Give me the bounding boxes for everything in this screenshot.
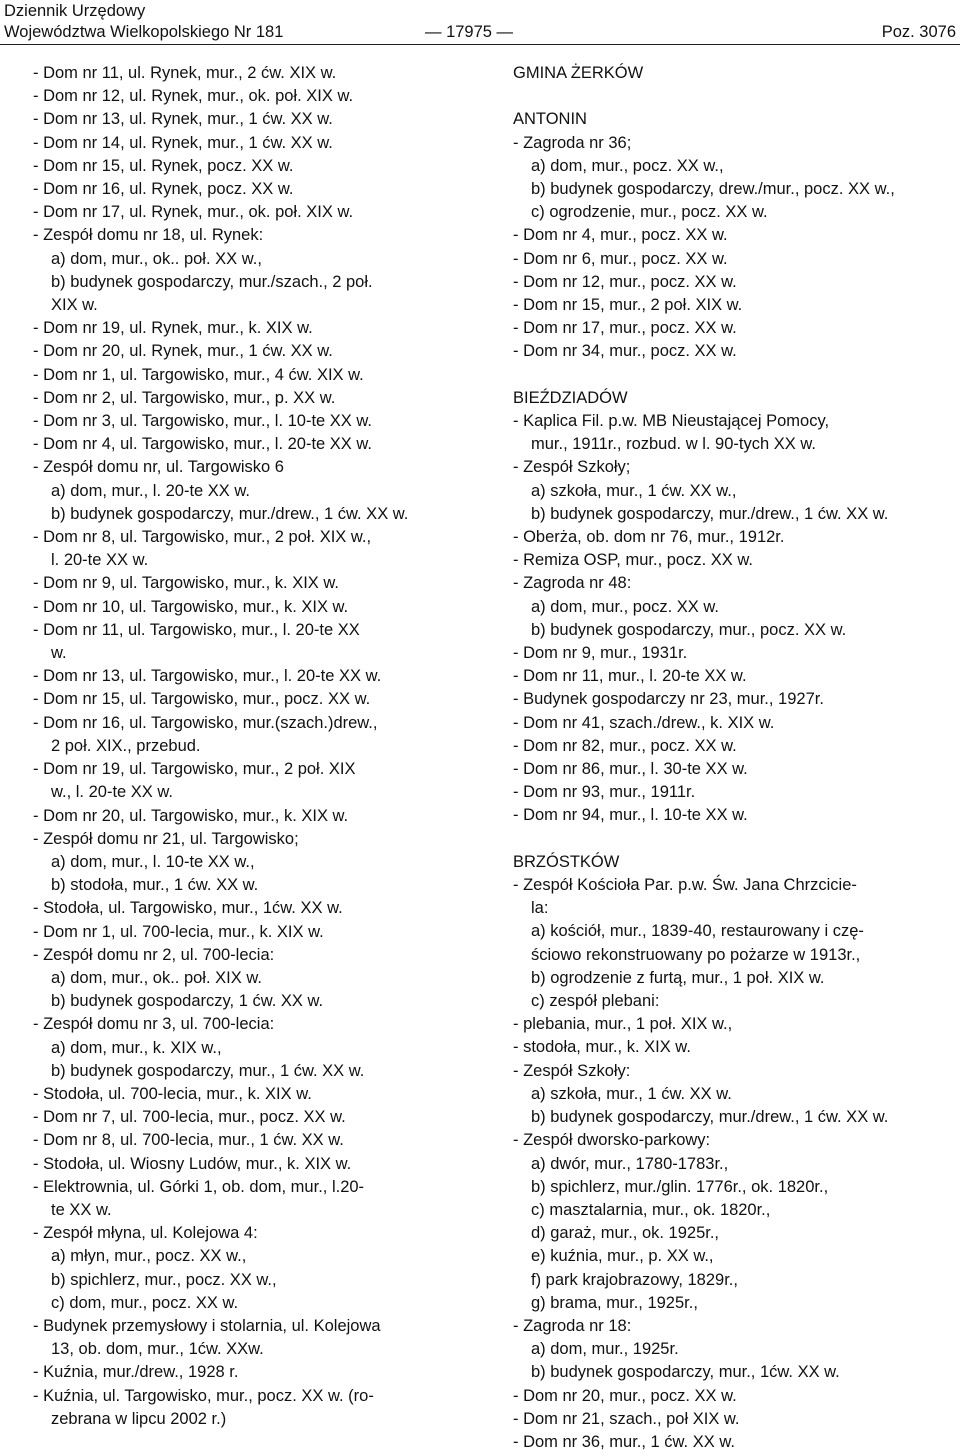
text-line: a) dom, mur., l. 10-te XX w., bbox=[51, 852, 255, 871]
text-line: - Zespół dworsko-parkowy: bbox=[513, 1131, 711, 1150]
text-line: - Dom nr 21, szach., poł XIX w. bbox=[513, 1409, 740, 1428]
text-line: a) dom, mur., k. XIX w., bbox=[51, 1038, 222, 1057]
text-line: - Dom nr 19, ul. Rynek, mur., k. XIX w. bbox=[33, 319, 313, 338]
text-line: - Dom nr 4, ul. Targowisko, mur., l. 20-te XX w. bbox=[33, 435, 372, 454]
text-line: l. 20-te XX w. bbox=[51, 551, 149, 570]
text-line: d) garaż, mur., ok. 1925r., bbox=[531, 1224, 720, 1243]
text-line: - Zespół Kościoła Par. p.w. Św. Jana Chrzcicie- bbox=[513, 876, 857, 895]
text-line: XIX w. bbox=[51, 296, 98, 315]
text-line: a) dom, mur., l. 20-te XX w. bbox=[51, 481, 250, 500]
text-line: 2 poł. XIX., przebud. bbox=[51, 736, 201, 755]
text-line: - stodoła, mur., k. XIX w. bbox=[513, 1038, 691, 1057]
text-line: - Dom nr 7, ul. 700-lecia, mur., pocz. XX w. bbox=[33, 1108, 346, 1127]
text-line: b) spichlerz, mur./glin. 1776r., ok. 1820r., bbox=[531, 1177, 829, 1196]
text-line: - Dom nr 20, mur., pocz. XX w. bbox=[513, 1386, 737, 1405]
text-line: - Dom nr 82, mur., pocz. XX w. bbox=[513, 736, 737, 755]
text-line: - Dom nr 16, ul. Targowisko, mur.(szach.)drew., bbox=[33, 713, 378, 732]
text-line: - Dom nr 19, ul. Targowisko, mur., 2 poł. XIX bbox=[33, 760, 356, 779]
text-line: - Dom nr 20, ul. Targowisko, mur., k. XIX w. bbox=[33, 806, 349, 825]
text-line: - Dom nr 34, mur., pocz. XX w. bbox=[513, 342, 737, 361]
blank-line bbox=[513, 364, 958, 387]
text-line: - Dom nr 2, ul. Targowisko, mur., p. XX w. bbox=[33, 388, 336, 407]
text-line: - Stodoła, ul. Wiosny Ludów, mur., k. XIX w. bbox=[33, 1154, 352, 1173]
text-line: - Kuźnia, mur./drew., 1928 r. bbox=[33, 1363, 239, 1382]
text-line: a) szkoła, mur., 1 ćw. XX w., bbox=[531, 481, 737, 500]
journal-line-1: Dziennik Urzędowy bbox=[4, 2, 146, 20]
text-line: c) zespół plebani: bbox=[531, 992, 660, 1011]
text-line: - Dom nr 1, ul. Targowisko, mur., 4 ćw. XIX w. bbox=[33, 365, 364, 384]
text-line: - Dom nr 10, ul. Targowisko, mur., k. XIX w. bbox=[33, 597, 349, 616]
text-line: b) spichlerz, mur., pocz. XX w., bbox=[51, 1270, 277, 1289]
text-line: b) budynek gospodarczy, mur./drew., 1 ćw. XX w. bbox=[51, 504, 409, 523]
text-line: g) brama, mur., 1925r., bbox=[531, 1293, 698, 1312]
text-line: la: bbox=[531, 899, 549, 918]
text-line: mur., 1911r., rozbud. w l. 90-tych XX w. bbox=[531, 435, 816, 454]
text-line: - Dom nr 41, szach./drew., k. XIX w. bbox=[513, 713, 775, 732]
text-line: - Kaplica Fil. p.w. MB Nieustającej Pomocy, bbox=[513, 412, 830, 431]
text-line: - Elektrownia, ul. Górki 1, ob. dom, mur., l.20- bbox=[33, 1177, 365, 1196]
text-line: - Dom nr 13, ul. Rynek, mur., 1 ćw. XX w. bbox=[33, 110, 333, 129]
text-line: - Zespół Szkoły; bbox=[513, 458, 631, 477]
text-line: - Budynek przemysłowy i stolarnia, ul. Kolejowa bbox=[33, 1316, 381, 1335]
text-line: e) kuźnia, mur., p. XX w., bbox=[531, 1247, 714, 1266]
text-line: w. bbox=[51, 644, 67, 663]
text-line: - Dom nr 94, mur., l. 10-te XX w. bbox=[513, 806, 748, 825]
text-line: - Zespół domu nr 2, ul. 700-lecia: bbox=[33, 945, 275, 964]
text-line: - Dom nr 11, ul. Rynek, mur., 2 ćw. XIX w. bbox=[33, 64, 337, 82]
text-line: a) dom, mur., ok.. poł. XIX w. bbox=[51, 968, 262, 987]
text-line: b) budynek gospodarczy, mur./drew., 1 ćw. XX w. bbox=[531, 1108, 889, 1127]
text-line: f) park krajobrazowy, 1829r., bbox=[531, 1270, 738, 1289]
position-number: Poz. 3076 bbox=[881, 23, 956, 41]
text-line: b) ogrodzenie z furtą, mur., 1 poł. XIX w. bbox=[531, 968, 825, 987]
text-line: - Zagroda nr 36; bbox=[513, 133, 632, 152]
text-line: - Dom nr 93, mur., 1911r. bbox=[513, 783, 696, 802]
text-line: - Zespół młyna, ul. Kolejowa 4: bbox=[33, 1224, 258, 1243]
text-line: a) dom, mur., 1925r. bbox=[531, 1340, 679, 1359]
text-line: - Budynek gospodarczy nr 23, mur., 1927r. bbox=[513, 690, 824, 709]
text-line: c) masztalarnia, mur., ok. 1820r., bbox=[531, 1200, 771, 1219]
text-line: - Dom nr 16, ul. Rynek, pocz. XX w. bbox=[33, 180, 294, 199]
text-line: w., l. 20-te XX w. bbox=[51, 783, 173, 802]
text-line: a) szkoła, mur., 1 ćw. XX w. bbox=[531, 1084, 732, 1103]
text-line: - Zagroda nr 48: bbox=[513, 574, 632, 593]
text-line: - Dom nr 11, mur., l. 20-te XX w. bbox=[513, 667, 747, 686]
text-line: - Dom nr 17, ul. Rynek, mur., ok. poł. XIX w. bbox=[33, 203, 354, 222]
text-line: - Stodoła, ul. 700-lecia, mur., k. XIX w. bbox=[33, 1084, 312, 1103]
text-line: - Zespół domu nr 18, ul. Rynek: bbox=[33, 226, 264, 245]
left-column bbox=[33, 62, 473, 1431]
section-heading: ANTONIN bbox=[513, 110, 587, 129]
text-line: - Dom nr 12, ul. Rynek, mur., ok. poł. XIX w. bbox=[33, 87, 354, 106]
text-line: - Zespół domu nr 3, ul. 700-lecia: bbox=[33, 1015, 275, 1034]
text-line: - Dom nr 9, ul. Targowisko, mur., k. XIX w. bbox=[33, 574, 339, 593]
text-line: - Dom nr 36, mur., 1 ćw. XX w. bbox=[513, 1432, 735, 1451]
text-line: - Dom nr 8, ul. 700-lecia, mur., 1 ćw. XX w. bbox=[33, 1131, 344, 1150]
text-line: a) dom, mur., ok.. poł. XX w., bbox=[51, 249, 262, 268]
text-line: c) dom, mur., pocz. XX w. bbox=[51, 1293, 239, 1312]
text-line: a) dom, mur., pocz. XX w., bbox=[531, 156, 724, 175]
text-line: te XX w. bbox=[51, 1200, 112, 1219]
text-line: - Zespół domu nr, ul. Targowisko 6 bbox=[33, 458, 284, 477]
journal-title bbox=[4, 1, 283, 42]
text-line: - Dom nr 86, mur., l. 30-te XX w. bbox=[513, 760, 748, 779]
text-line: 13, ob. dom, mur., 1ćw. XXw. bbox=[51, 1340, 264, 1359]
text-line: - Dom nr 11, ul. Targowisko, mur., l. 20-te XX bbox=[33, 620, 360, 639]
text-line: ściowo rekonstruowany po pożarze w 1913r., bbox=[531, 945, 861, 964]
journal-line-2: Województwa Wielkopolskiego Nr 181 bbox=[4, 22, 284, 41]
text-line: - Remiza OSP, mur., pocz. XX w. bbox=[513, 551, 753, 570]
text-line: - Dom nr 15, ul. Rynek, pocz. XX w. bbox=[33, 156, 294, 175]
text-line: - Zespół Szkoły: bbox=[513, 1061, 631, 1080]
text-line: - Dom nr 20, ul. Rynek, mur., 1 ćw. XX w. bbox=[33, 342, 333, 361]
text-line: - Dom nr 14, ul. Rynek, mur., 1 ćw. XX w. bbox=[33, 133, 333, 152]
text-line: b) budynek gospodarczy, drew./mur., pocz. XX w., bbox=[531, 180, 895, 198]
text-line: - Dom nr 13, ul. Targowisko, mur., l. 20-te XX w. bbox=[33, 667, 382, 686]
text-line: - Dom nr 3, ul. Targowisko, mur., l. 10-te XX w. bbox=[33, 412, 372, 431]
text-line: - Dom nr 8, ul. Targowisko, mur., 2 poł. XIX w., bbox=[33, 528, 372, 547]
text-line: - Stodoła, ul. Targowisko, mur., 1ćw. XX w. bbox=[33, 899, 343, 918]
text-line: - Kuźnia, ul. Targowisko, mur., pocz. XX w. (ro- bbox=[33, 1386, 374, 1405]
text-line: - plebania, mur., 1 poł. XIX w., bbox=[513, 1015, 733, 1034]
text-line: - Oberża, ob. dom nr 76, mur., 1912r. bbox=[513, 528, 785, 547]
blank-line bbox=[513, 828, 958, 851]
text-line: a) kościół, mur., 1839-40, restaurowany i czę- bbox=[531, 922, 864, 941]
text-line: b) budynek gospodarczy, mur./szach., 2 poł. bbox=[51, 272, 373, 291]
text-line: b) budynek gospodarczy, 1 ćw. XX w. bbox=[51, 992, 324, 1011]
text-line: - Zespół domu nr 21, ul. Targowisko; bbox=[33, 829, 299, 848]
section-heading: BIEŹDZIADÓW bbox=[513, 388, 628, 407]
page-number: — 17975 — bbox=[425, 23, 514, 41]
page-header bbox=[0, 0, 960, 45]
blank-line bbox=[513, 85, 958, 108]
text-line: b) budynek gospodarczy, mur., pocz. XX w. bbox=[531, 620, 847, 639]
text-line: - Dom nr 12, mur., pocz. XX w. bbox=[513, 272, 737, 291]
text-line: - Dom nr 9, mur., 1931r. bbox=[513, 644, 688, 663]
text-line: a) młyn, mur., pocz. XX w., bbox=[51, 1247, 247, 1266]
text-line: c) ogrodzenie, mur., pocz. XX w. bbox=[531, 203, 768, 222]
right-column bbox=[513, 62, 958, 1454]
text-line: - Dom nr 4, mur., pocz. XX w. bbox=[513, 226, 728, 245]
text-line: - Dom nr 1, ul. 700-lecia, mur., k. XIX w. bbox=[33, 922, 324, 941]
section-heading: BRZÓSTKÓW bbox=[513, 852, 620, 871]
text-line: - Dom nr 15, ul. Targowisko, mur., pocz. XX w. bbox=[33, 690, 371, 709]
text-line: b) budynek gospodarczy, mur., 1ćw. XX w. bbox=[531, 1363, 840, 1382]
text-line: b) stodoła, mur., 1 ćw. XX w. bbox=[51, 876, 259, 895]
text-line: - Dom nr 17, mur., pocz. XX w. bbox=[513, 319, 737, 338]
section-heading: GMINA ŻERKÓW bbox=[513, 64, 644, 82]
text-line: zebrana w lipcu 2002 r.) bbox=[51, 1409, 227, 1428]
text-line: b) budynek gospodarczy, mur./drew., 1 ćw. XX w. bbox=[531, 504, 889, 523]
text-line: - Dom nr 15, mur., 2 poł. XIX w. bbox=[513, 296, 743, 315]
text-line: a) dwór, mur., 1780-1783r., bbox=[531, 1154, 729, 1173]
text-line: - Dom nr 6, mur., pocz. XX w. bbox=[513, 249, 728, 268]
text-line: - Zagroda nr 18: bbox=[513, 1316, 632, 1335]
text-line: b) budynek gospodarczy, mur., 1 ćw. XX w. bbox=[51, 1061, 365, 1080]
text-line: a) dom, mur., pocz. XX w. bbox=[531, 597, 719, 616]
